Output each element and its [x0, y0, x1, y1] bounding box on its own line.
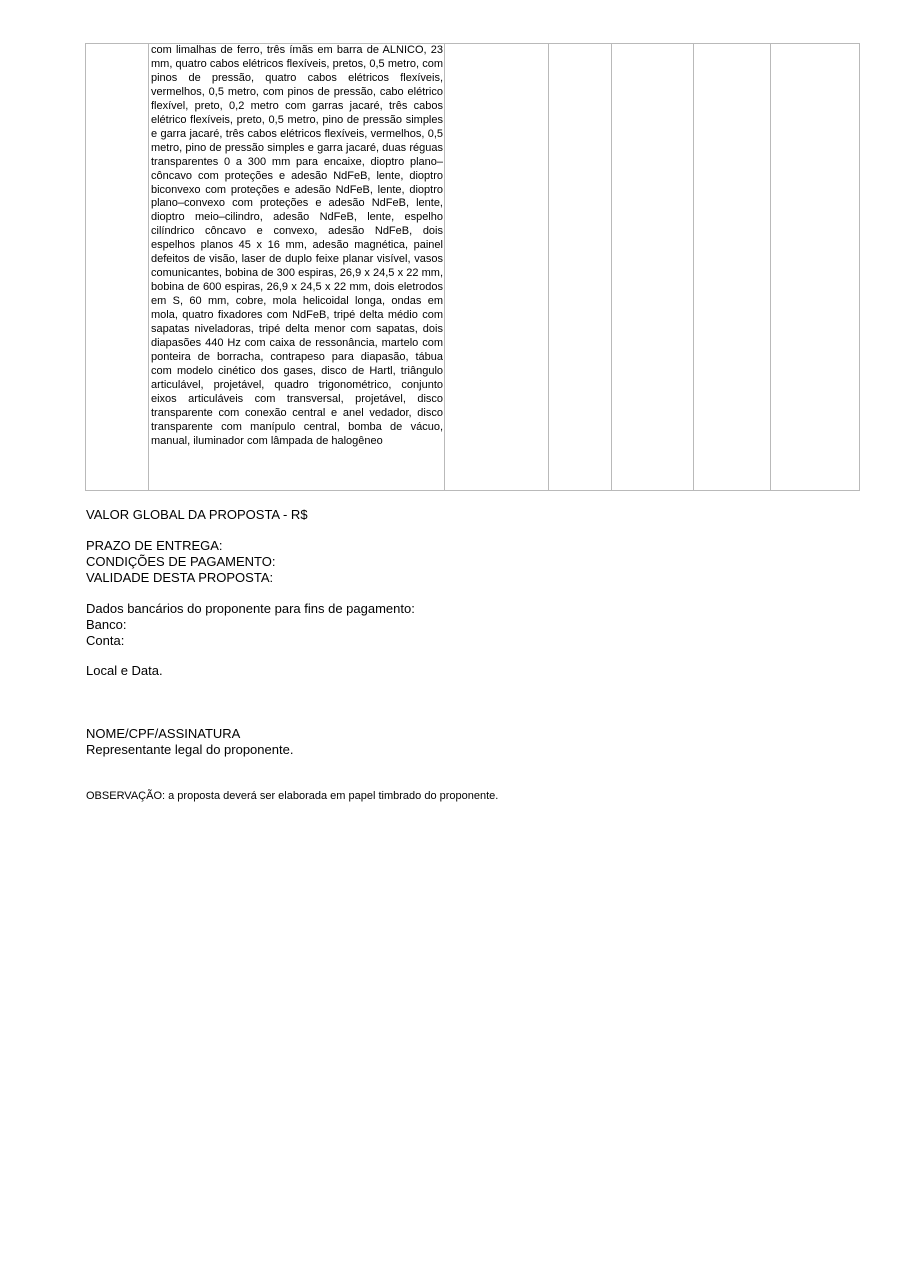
bank-intro-label: Dados bancários do proponente para fins de pagamento:: [86, 601, 415, 616]
bank-name-label: Banco:: [86, 617, 127, 632]
terms-section: [86, 538, 276, 586]
local-date-label: Local e Data.: [86, 663, 163, 678]
observation-note: OBSERVAÇÃO: a proposta deverá ser elaborada em papel timbrado do proponente.: [86, 790, 499, 802]
signature-section: [86, 726, 293, 758]
empty-cell: [549, 44, 612, 491]
signature-role-line: Representante legal do proponente.: [86, 742, 294, 757]
empty-cell: [445, 44, 549, 491]
bank-account-label: Conta:: [86, 633, 125, 648]
signature-name-line: NOME/CPF/ASSINATURA: [86, 726, 241, 741]
empty-cell: [694, 44, 771, 491]
prazo-entrega-label: PRAZO DE ENTREGA:: [86, 538, 223, 553]
validade-label: VALIDADE DESTA PROPOSTA:: [86, 570, 274, 585]
item-description-cell: com limalhas de ferro, três ímãs em barra de ALNICO, 23 mm, quatro cabos elétricos flexíveis, pretos, 0,5 metro, com pinos de pressão, quatro cabos elétricos flexíveis, vermelhos, 0,5 metro, com pinos de pressão, cabo elétrico flexível, preto, 0,2 metro com garras jacaré, três cabos elétrico flexíveis, preto, 0,5 metro, pino de pressão simples e garra jacaré, três cabos elétricos flexíveis, vermelhos, 0,5 metro, pino de pressão simples e garra jacaré, duas réguas transparentes 0 a 300 mm para encaixe, dioptro plano–côncavo com proteções e adesão NdFeB, lente, dioptro biconvexo com proteções e adesão NdFeB, lente, dioptro plano–convexo com proteções e adesão NdFeB, lente, dioptro meio–cilindro, adesão NdFeB, lente, espelho cilíndrico côncavo e convexo, adesão NdFeB, dois espelhos planos 45 x 16 mm, adesão magnética, painel defeitos de visão, laser de duplo feixe planar visível, vasos comunicantes, bobina de 300 espiras, 26,9 x 24,5 x 22 mm, bobina de 600 espiras, 26,9 x 24,5 x 22 mm, dois eletrodos em S, 60 mm, cobre, mola helicoidal longa, ondas em mola, quatro fixadores com NdFeB, tripé delta médio com sapatas niveladoras, tripé delta menor com sapatas, dois diapasões 440 Hz com caixa de ressonância, martelo com ponteira de borracha, contrapeso para diapasão, tábua com modelo cinético dos gases, disco de Hartl, triângulo articulável, projetável, quadro trigonométrico, conjunto eixos articuláveis com transversal, projetável, disco transparente com conexão central e anel vedador, disco transparente com manípulo central, bomba de vácuo, manual, iluminador com lâmpada de halogêneo: [149, 44, 445, 491]
item-number-cell: [86, 44, 149, 491]
valor-global-section: [86, 507, 308, 523]
valor-global-label: VALOR GLOBAL DA PROPOSTA - R$: [86, 507, 308, 522]
empty-cell: [771, 44, 860, 491]
empty-cell: [612, 44, 694, 491]
items-table: [85, 43, 860, 491]
condicoes-pagamento-label: CONDIÇÕES DE PAGAMENTO:: [86, 554, 276, 569]
bank-section: [86, 601, 415, 649]
table-row: [86, 44, 860, 491]
local-date-section: [86, 663, 163, 679]
